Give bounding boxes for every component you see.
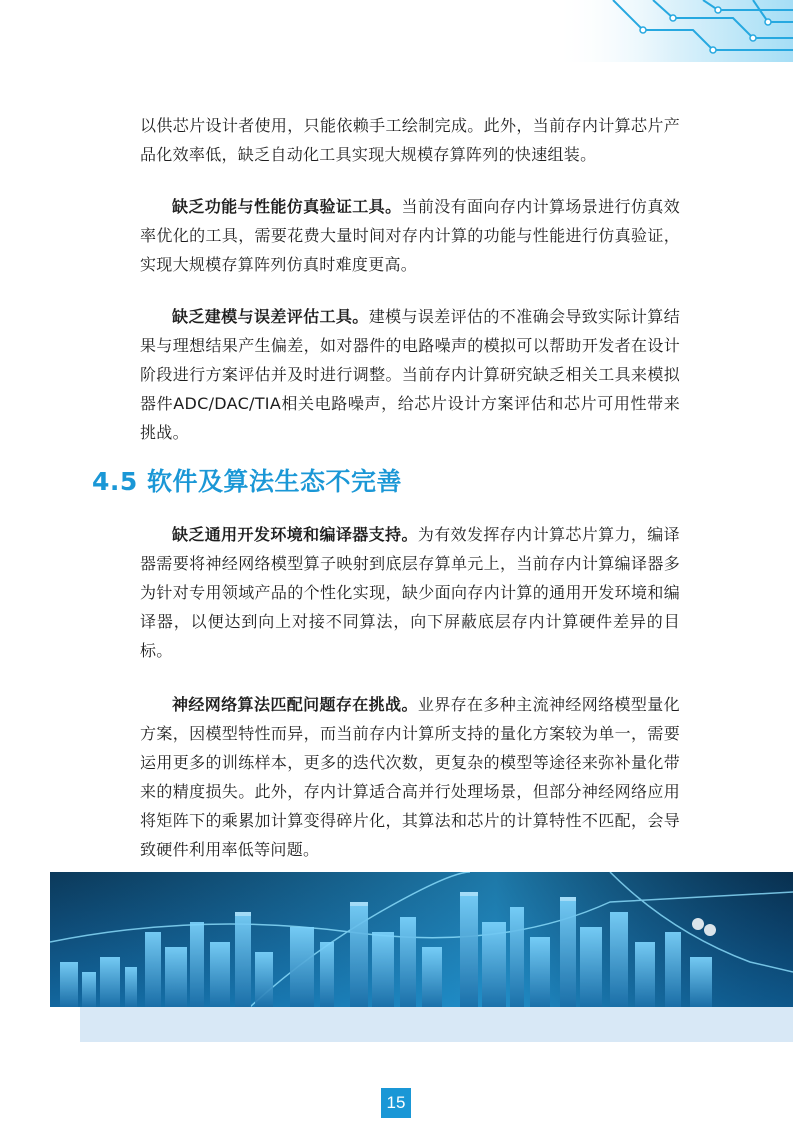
paragraph-3 (140, 302, 680, 447)
body-text-top (140, 111, 680, 447)
section-heading: 4.5 软件及算法生态不完善 (92, 467, 402, 496)
paragraph-4-text: 为有效发挥存内计算芯片算力，编译器需要将神经网络模型算子映射到底层存算单元上，当前存内计算编译器多为针对专用领域产品的个性化实现，缺少面向存内计算的通用开发环境和编译器，以便达到向上对接不同算法，向下屏蔽底层存内计算硬件差异的目标。 (140, 525, 680, 660)
paragraph-2 (140, 192, 680, 279)
paragraph-1-text: 以供芯片设计者使用，只能依赖手工绘制完成。此外，当前存内计算芯片产品化效率低，缺乏自动化工具实现大规模存算阵列的快速组装。 (140, 116, 680, 164)
body-text-bottom (140, 520, 680, 864)
paragraph-4-lead: 缺乏通用开发环境和编译器支持。 (172, 525, 418, 544)
paragraph-1 (140, 111, 680, 169)
circuit-decoration (553, 0, 793, 62)
paragraph-3-text: 建模与误差评估的不准确会导致实际计算结果与理想结果产生偏差，如对器件的电路噪声的模拟可以帮助开发者在设计阶段进行方案评估并及时进行调整。当前存内计算研究缺乏相关工具来模拟器件ADC/DAC/TIA相关电路噪声，给芯片设计方案评估和芯片可用性带来挑战。 (140, 307, 681, 442)
paragraph-3-lead: 缺乏建模与误差评估工具。 (172, 307, 369, 326)
paragraph-2-text: 当前没有面向存内计算场景进行仿真效率优化的工具，需要花费大量时间对存内计算的功能与性能进行仿真验证，实现大规模存算阵列仿真时难度更高。 (140, 197, 681, 274)
paragraph-5-lead: 神经网络算法匹配问题存在挑战。 (172, 695, 418, 714)
paragraph-5-text: 业界存在多种主流神经网络模型量化方案，因模型特性而异，而当前存内计算所支持的量化方案较为单一，需要运用更多的训练样本，更多的迭代次数，更复杂的模型等途径来弥补量化带来的精度损失。此外，存内计算适合高并行处理场景，但部分神经网络应用将矩阵下的乘累加计算变得碎片化，其算法和芯片的计算特性不匹配，会导致硬件利用率低等问题。 (140, 695, 680, 859)
page-number: 15 (381, 1088, 411, 1118)
paragraph-2-lead: 缺乏功能与性能仿真验证工具。 (172, 197, 402, 216)
paragraph-4 (140, 520, 680, 665)
paragraph-5 (140, 690, 680, 864)
footer-band (80, 1007, 793, 1042)
city-illustration (50, 872, 793, 1007)
